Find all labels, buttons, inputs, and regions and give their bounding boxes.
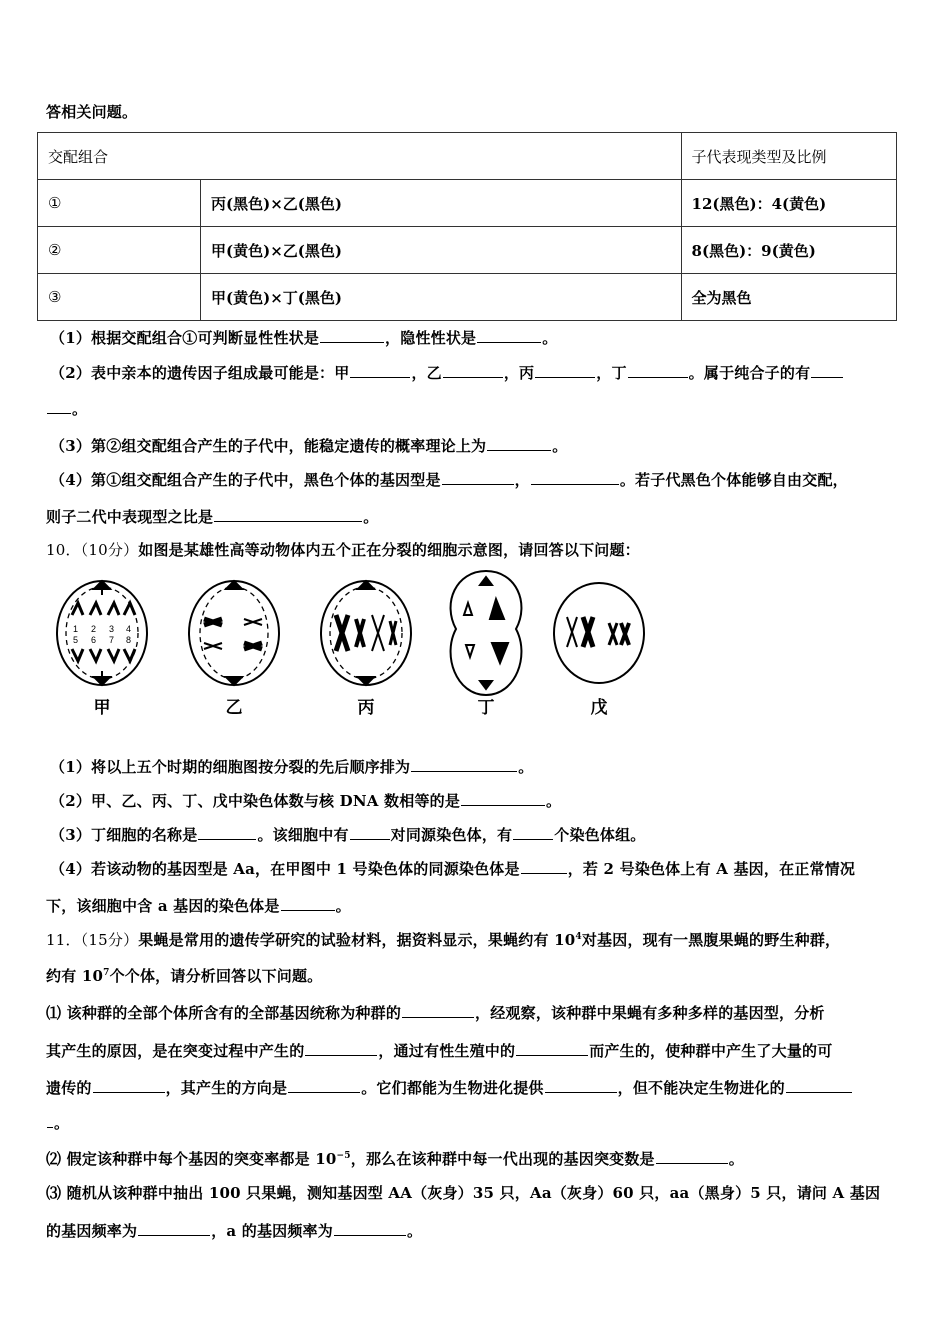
cell-jia (57, 581, 147, 685)
answer-blank[interactable] (656, 1148, 728, 1164)
answer-blank[interactable] (535, 362, 595, 378)
q11-part2: ⑵ 假定该种群中每个基因的突变率都是 $10^{-5}$，那么在该种群中每一代出现的基因突变数是 。 (46, 1150, 744, 1168)
q10-part2: （2）甲、乙、丙、丁、戊中染色体数与核 DNA 数相等的是 。 (50, 792, 562, 810)
question-number: 11．（15分） (46, 931, 139, 949)
row-cross: 甲(黄色)×丁(黑色) (201, 274, 682, 321)
q9-part2-cont: 。 (46, 398, 87, 419)
answer-blank[interactable] (305, 1040, 377, 1056)
intro-tail: 答相关问题。 (46, 103, 138, 121)
question-number: 10．（10分） (46, 541, 139, 559)
q11-part3-cont: 的基因频率为 ，a 的基因频率为 。 (46, 1222, 423, 1240)
table-row (38, 274, 897, 321)
q11-part1-l4: 。 (46, 1112, 69, 1133)
answer-blank[interactable] (350, 824, 390, 840)
q11-stem-cont: 约有 $10^7$个个体，请分析回答以下问题。 (46, 967, 323, 985)
answer-blank[interactable] (214, 506, 362, 522)
answer-blank[interactable] (47, 1112, 53, 1128)
row-result: 全为黑色 (681, 274, 896, 321)
q10-part4-cont: 下，该细胞中含 a 基因的染色体是 。 (46, 897, 351, 915)
table-header-row (38, 133, 897, 180)
answer-blank[interactable] (350, 362, 410, 378)
cell-division-figure (46, 565, 666, 725)
row-number: ③ (38, 274, 201, 321)
row-cross: 甲(黄色)×乙(黑色) (201, 227, 682, 274)
answer-blank[interactable] (288, 1077, 360, 1093)
cell-yi (189, 581, 279, 685)
svg-text:6: 6 (91, 635, 97, 645)
answer-blank[interactable] (281, 895, 335, 911)
answer-blank[interactable] (545, 1077, 617, 1093)
svg-text:5: 5 (73, 635, 79, 645)
answer-blank[interactable] (138, 1220, 210, 1236)
answer-blank[interactable] (628, 362, 688, 378)
row-number: ② (38, 227, 201, 274)
answer-blank[interactable] (402, 1002, 474, 1018)
answer-blank[interactable] (442, 469, 514, 485)
answer-blank[interactable] (461, 790, 545, 806)
q9-part1: （1）根据交配组合①可判断显性性状是 ，隐性性状是 。 (50, 329, 558, 347)
answer-blank[interactable] (411, 756, 517, 772)
cell-wu (554, 583, 644, 683)
svg-text:8: 8 (126, 635, 132, 645)
q11-part1-l1: ⑴ 该种群的全部个体所含有的全部基因统称为种群的 ，经观察，该种群中果蝇有多种多样的基因型，分析 (46, 1004, 825, 1022)
q9-part4: （4）第①组交配组合产生的子代中，黑色个体的基因型是 ， 。若子代黑色个体能够自由交配， (50, 471, 848, 489)
table-row (38, 180, 897, 227)
cell-ding (451, 571, 522, 695)
answer-blank[interactable] (811, 362, 843, 378)
q10-part3: （3）丁细胞的名称是 。该细胞中有 对同源染色体，有 个染色体组。 (50, 826, 646, 844)
row-result: 12(黑色)：4(黄色) (681, 180, 896, 227)
answer-blank[interactable] (93, 1077, 165, 1093)
q9-part3: （3）第②组交配组合产生的子代中，能稳定遗传的概率理论上为 。 (50, 437, 568, 455)
q11-part1-l3: 遗传的 ，其产生的方向是 。它们都能为生物进化提供 ，但不能决定生物进化的 (46, 1077, 853, 1098)
answer-blank[interactable] (487, 435, 551, 451)
q11-part3: ⑶ 随机从该种群中抽出 100 只果蝇，测知基因型 AA（灰身）35 只，Aa（灰身）60 只，aa（黑身）5 只，请问 A 基因 (46, 1184, 881, 1202)
svg-text:3: 3 (109, 624, 115, 634)
svg-text:1: 1 (73, 624, 79, 634)
answer-blank[interactable] (320, 327, 384, 343)
answer-blank[interactable] (521, 858, 567, 874)
table-row (38, 227, 897, 274)
row-cross: 丙(黑色)×乙(黑色) (201, 180, 682, 227)
q9-part4-cont: 则子二代中表现型之比是 。 (46, 508, 379, 526)
header-result: 子代表现类型及比例 (681, 133, 896, 180)
label-yi: 乙 (225, 698, 243, 718)
answer-blank[interactable] (47, 398, 71, 414)
answer-blank[interactable] (334, 1220, 406, 1236)
svg-text:2: 2 (91, 624, 97, 634)
answer-blank[interactable] (516, 1040, 588, 1056)
svg-text:4: 4 (126, 624, 132, 634)
cross-table (37, 132, 897, 321)
answer-blank[interactable] (198, 824, 256, 840)
q10-stem: 10．（10分）如图是某雄性高等动物体内五个正在分裂的细胞示意图，请回答以下问题： (46, 541, 640, 559)
cell-bing (321, 581, 411, 685)
answer-blank[interactable] (477, 327, 541, 343)
q10-part1: （1）将以上五个时期的细胞图按分裂的先后顺序排为 。 (50, 758, 534, 776)
row-result: 8(黑色)：9(黄色) (681, 227, 896, 274)
label-wu: 戊 (590, 698, 608, 718)
answer-blank[interactable] (513, 824, 553, 840)
label-bing: 丙 (357, 698, 375, 718)
svg-text:7: 7 (109, 635, 115, 645)
q11-part1-l2: 其产生的原因，是在突变过程中产生的 ，通过有性生殖中的 而产生的，使种群中产生了大量的可 (46, 1042, 833, 1060)
label-jia: 甲 (93, 698, 111, 718)
row-number: ① (38, 180, 201, 227)
q10-part4: （4）若该动物的基因型是 Aa，在甲图中 1 号染色体的同源染色体是 ，若 2 号染色体上有 A 基因，在正常情况 (50, 860, 856, 878)
answer-blank[interactable] (443, 362, 503, 378)
answer-blank[interactable] (531, 469, 619, 485)
header-cross: 交配组合 (38, 133, 682, 180)
answer-blank[interactable] (786, 1077, 852, 1093)
label-ding: 丁 (477, 698, 495, 718)
q9-part2: （2）表中亲本的遗传因子组成最可能是：甲 ，乙 ，丙 ，丁 。属于纯合子的有 (50, 362, 844, 383)
q11-stem: 11．（15分）果蝇是常用的遗传学研究的试验材料，据资料显示，果蝇约有 $10^4$对基因，现有一黑腹果蝇的野生种群， (46, 931, 841, 949)
